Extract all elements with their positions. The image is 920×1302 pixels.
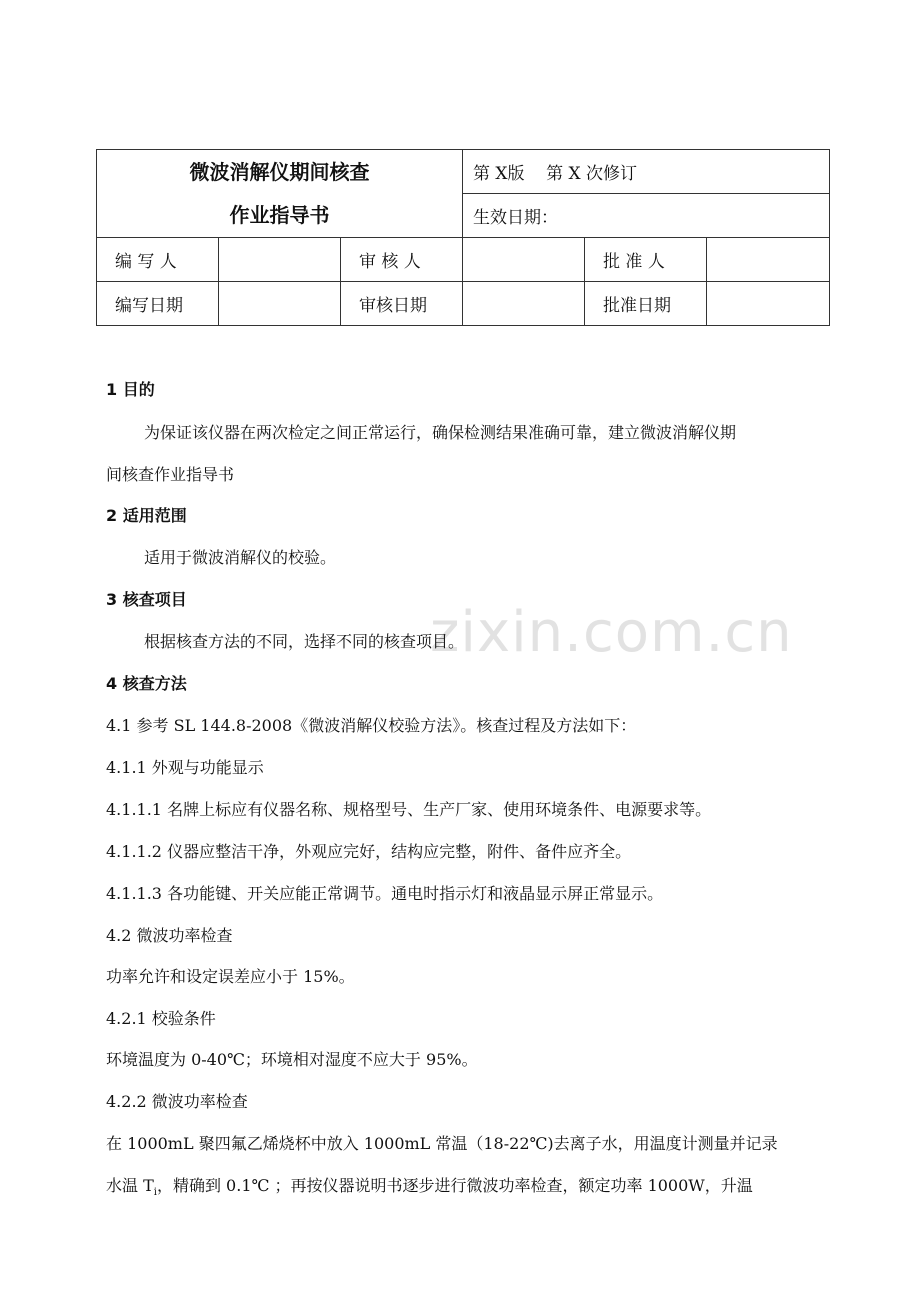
paragraph: 4.2.2 微波功率检查 <box>106 1092 248 1111</box>
approved-by-value <box>707 238 830 282</box>
paragraph: 功率允许和设定误差应小于 15%。 <box>106 967 355 986</box>
text-segment: 水温 T <box>106 1176 154 1195</box>
approved-date-label: 批准日期 <box>585 282 707 326</box>
section-heading: 3 核查项目 <box>106 590 187 609</box>
watermark: zixin.com.cn <box>430 600 793 665</box>
paragraph: 在 1000mL 聚四氟乙烯烧杯中放入 1000mL 常温（18-22℃)去离子水，用温度计测量并记录 <box>106 1134 778 1153</box>
paragraph: 4.2 微波功率检查 <box>106 926 233 945</box>
paragraph: 环境温度为 0-40℃；环境相对湿度不应大于 95%。 <box>106 1050 478 1069</box>
reviewed-date-label: 审核日期 <box>341 282 463 326</box>
paragraph: 4.1.1 外观与功能显示 <box>106 758 264 777</box>
paragraph: 间核查作业指导书 <box>106 465 235 484</box>
reviewed-date-value <box>463 282 585 326</box>
paragraph: 为保证该仪器在两次检定之间正常运行，确保检测结果准确可靠，建立微波消解仪期 <box>144 423 737 442</box>
written-date-value <box>219 282 341 326</box>
written-date-label: 编写日期 <box>97 282 219 326</box>
reviewed-by-value <box>463 238 585 282</box>
section-heading: 2 适用范围 <box>106 506 187 525</box>
text-segment: ，精确到 0.1℃ ；再按仪器说明书逐步进行微波功率检查，额定功率 1000W，升温 <box>156 1176 753 1195</box>
written-by-label: 编 写 人 <box>97 238 219 282</box>
paragraph: 4.1 参考 SL 144.8-2008《微波消解仪校验方法》。核查过程及方法如下： <box>106 716 637 735</box>
title-line-1: 微波消解仪期间核查 <box>189 159 370 184</box>
paragraph: 适用于微波消解仪的校验。 <box>144 548 337 567</box>
effective-date-cell: 生效日期： <box>463 194 830 238</box>
paragraph: 4.1.1.2 仪器应整洁干净，外观应完好，结构应完整，附件、备件应齐全。 <box>106 842 632 861</box>
document-title <box>97 150 463 238</box>
section-heading: 4 核查方法 <box>106 674 187 693</box>
approved-date-value <box>707 282 830 326</box>
section-heading: 1 目的 <box>106 380 155 399</box>
paragraph: 根据核查方法的不同，选择不同的核查项目。 <box>144 632 465 651</box>
version-cell: 第 X版 第 X 次修订 <box>463 150 830 194</box>
paragraph: 4.1.1.3 各功能键、开关应能正常调节。通电时指示灯和液晶显示屏正常显示。 <box>106 884 664 903</box>
paragraph: 4.2.1 校验条件 <box>106 1009 216 1028</box>
subscript: i <box>153 1187 157 1199</box>
approved-by-label: 批 准 人 <box>585 238 707 282</box>
written-by-value <box>219 238 341 282</box>
document-header-table <box>96 149 830 326</box>
title-line-2: 作业指导书 <box>229 202 330 227</box>
paragraph <box>106 1173 753 1198</box>
paragraph: 4.1.1.1 名牌上标应有仪器名称、规格型号、生产厂家、使用环境条件、电源要求等。 <box>106 800 712 819</box>
reviewed-by-label: 审 核 人 <box>341 238 463 282</box>
